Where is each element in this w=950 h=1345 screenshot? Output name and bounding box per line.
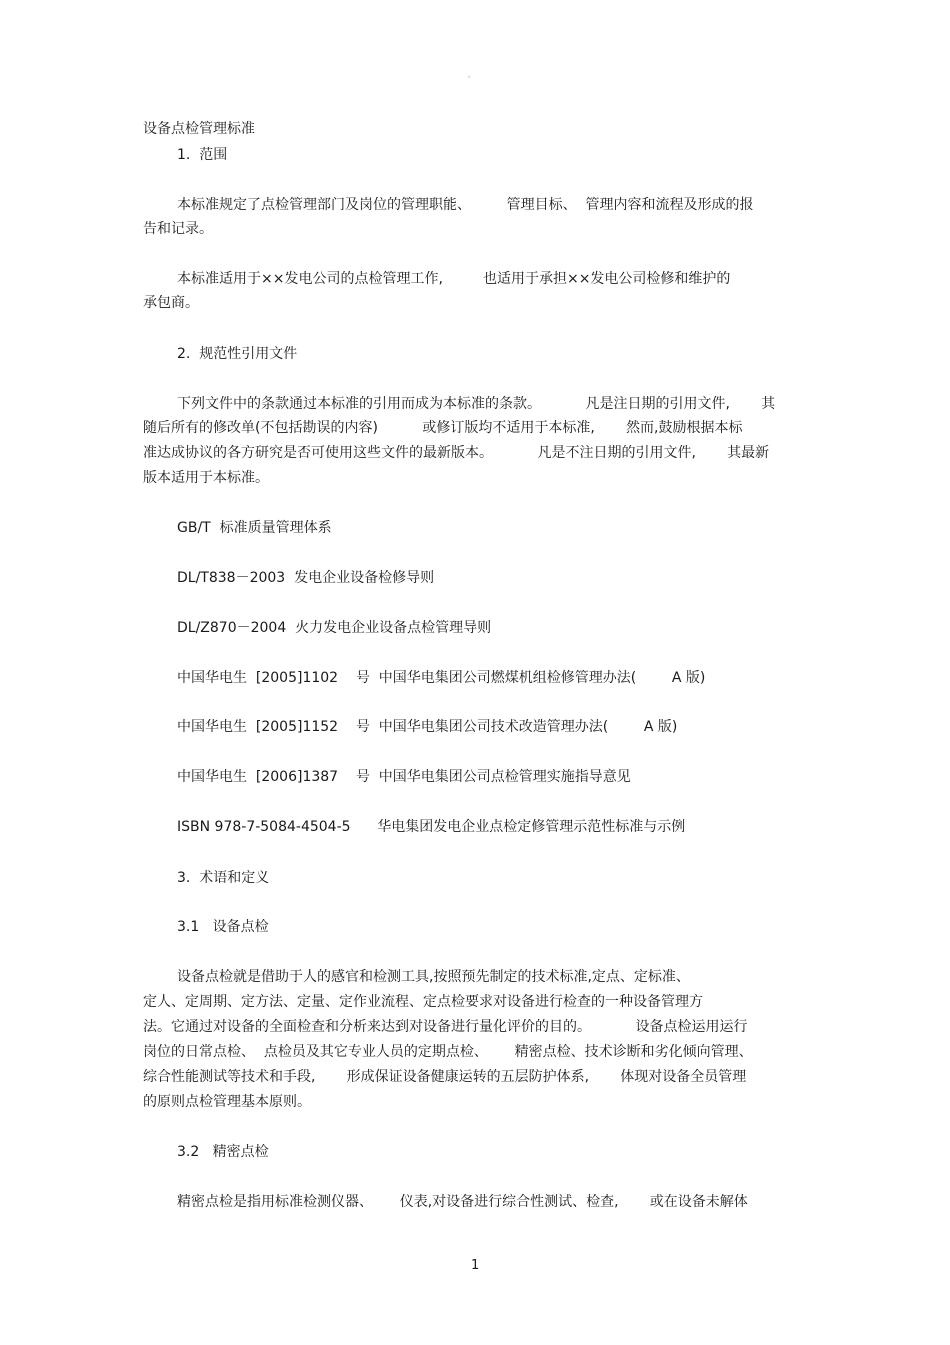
doc-title: 设备点检管理标准 <box>143 121 255 137</box>
reference-item: DL/Z870－2004 火力发电企业设备点检管理导则 <box>177 620 492 636</box>
paragraph-line: 精密点检是指用标准检测仪器、 仪表,对设备进行综合性测试、检查, 或在设备未解体 <box>177 1194 748 1210</box>
paragraph-line: 设备点检就是借助于人的感官和检测工具,按照预先制定的技术标准,定点、定标准、 <box>177 969 690 985</box>
page-number: 1 <box>471 1258 480 1273</box>
reference-item: 中国华电生 [2006]1387 号 中国华电集团公司点检管理实施指导意见 <box>177 769 631 785</box>
paragraph-line: 定人、定周期、定方法、定量、定作业流程、定点检要求对设备进行检查的一种设备管理方 <box>143 994 703 1010</box>
reference-item: DL/T838－2003 发电企业设备检修导则 <box>177 570 435 586</box>
paragraph-line: 岗位的日常点检、 点检员及其它专业人员的定期点检、 精密点检、技术诊断和劣化倾向管理、 <box>143 1044 753 1060</box>
paragraph-line: 随后所有的修改单(不包括勘误的内容) 或修订版均不适用于本标准, 然而,鼓励根据本标 <box>143 420 743 436</box>
paragraph-line: 本标准适用于××发电公司的点检管理工作, 也适用于承担××发电公司检修和维护的 <box>177 271 731 287</box>
reference-item: ISBN 978-7-5084-4504-5 华电集团发电企业点检定修管理示范性标准与示例 <box>177 819 686 835</box>
paragraph-line: 综合性能测试等技术和手段, 形成保证设备健康运转的五层防护体系, 体现对设备全员管理 <box>143 1069 747 1085</box>
header-mark: 。 <box>468 71 475 79</box>
paragraph-line: 法。它通过对设备的全面检查和分析来达到对设备进行量化评价的目的。 设备点检运用运行 <box>143 1019 748 1035</box>
section-heading: 2. 规范性引用文件 <box>177 346 298 362</box>
reference-item: 中国华电生 [2005]1152 号 中国华电集团公司技术改造管理办法( A 版) <box>177 719 678 735</box>
paragraph-line: 版本适用于本标准。 <box>143 470 269 486</box>
paragraph-line: 承包商。 <box>143 295 199 311</box>
paragraph-line: 的原则点检管理基本原则。 <box>143 1094 311 1110</box>
reference-item: 中国华电生 [2005]1102 号 中国华电集团公司燃煤机组检修管理办法( A 版) <box>177 670 706 686</box>
paragraph-line: 告和记录。 <box>143 221 213 237</box>
subsection-heading: 3.1 设备点检 <box>177 919 269 935</box>
section-heading: 3. 术语和定义 <box>177 870 270 886</box>
paragraph-line: 下列文件中的条款通过本标准的引用而成为本标准的条款。 凡是注日期的引用文件, 其 <box>177 396 776 412</box>
paragraph-line: 准达成协议的各方研究是否可使用这些文件的最新版本。 凡是不注日期的引用文件, 其最新 <box>143 445 770 461</box>
reference-item: GB/T 标准质量管理体系 <box>177 520 332 536</box>
subsection-heading: 3.2 精密点检 <box>177 1144 269 1160</box>
paragraph-line: 本标准规定了点检管理部门及岗位的管理职能、 管理目标、 管理内容和流程及形成的报 <box>177 197 754 213</box>
section-heading: 1. 范围 <box>177 147 228 163</box>
